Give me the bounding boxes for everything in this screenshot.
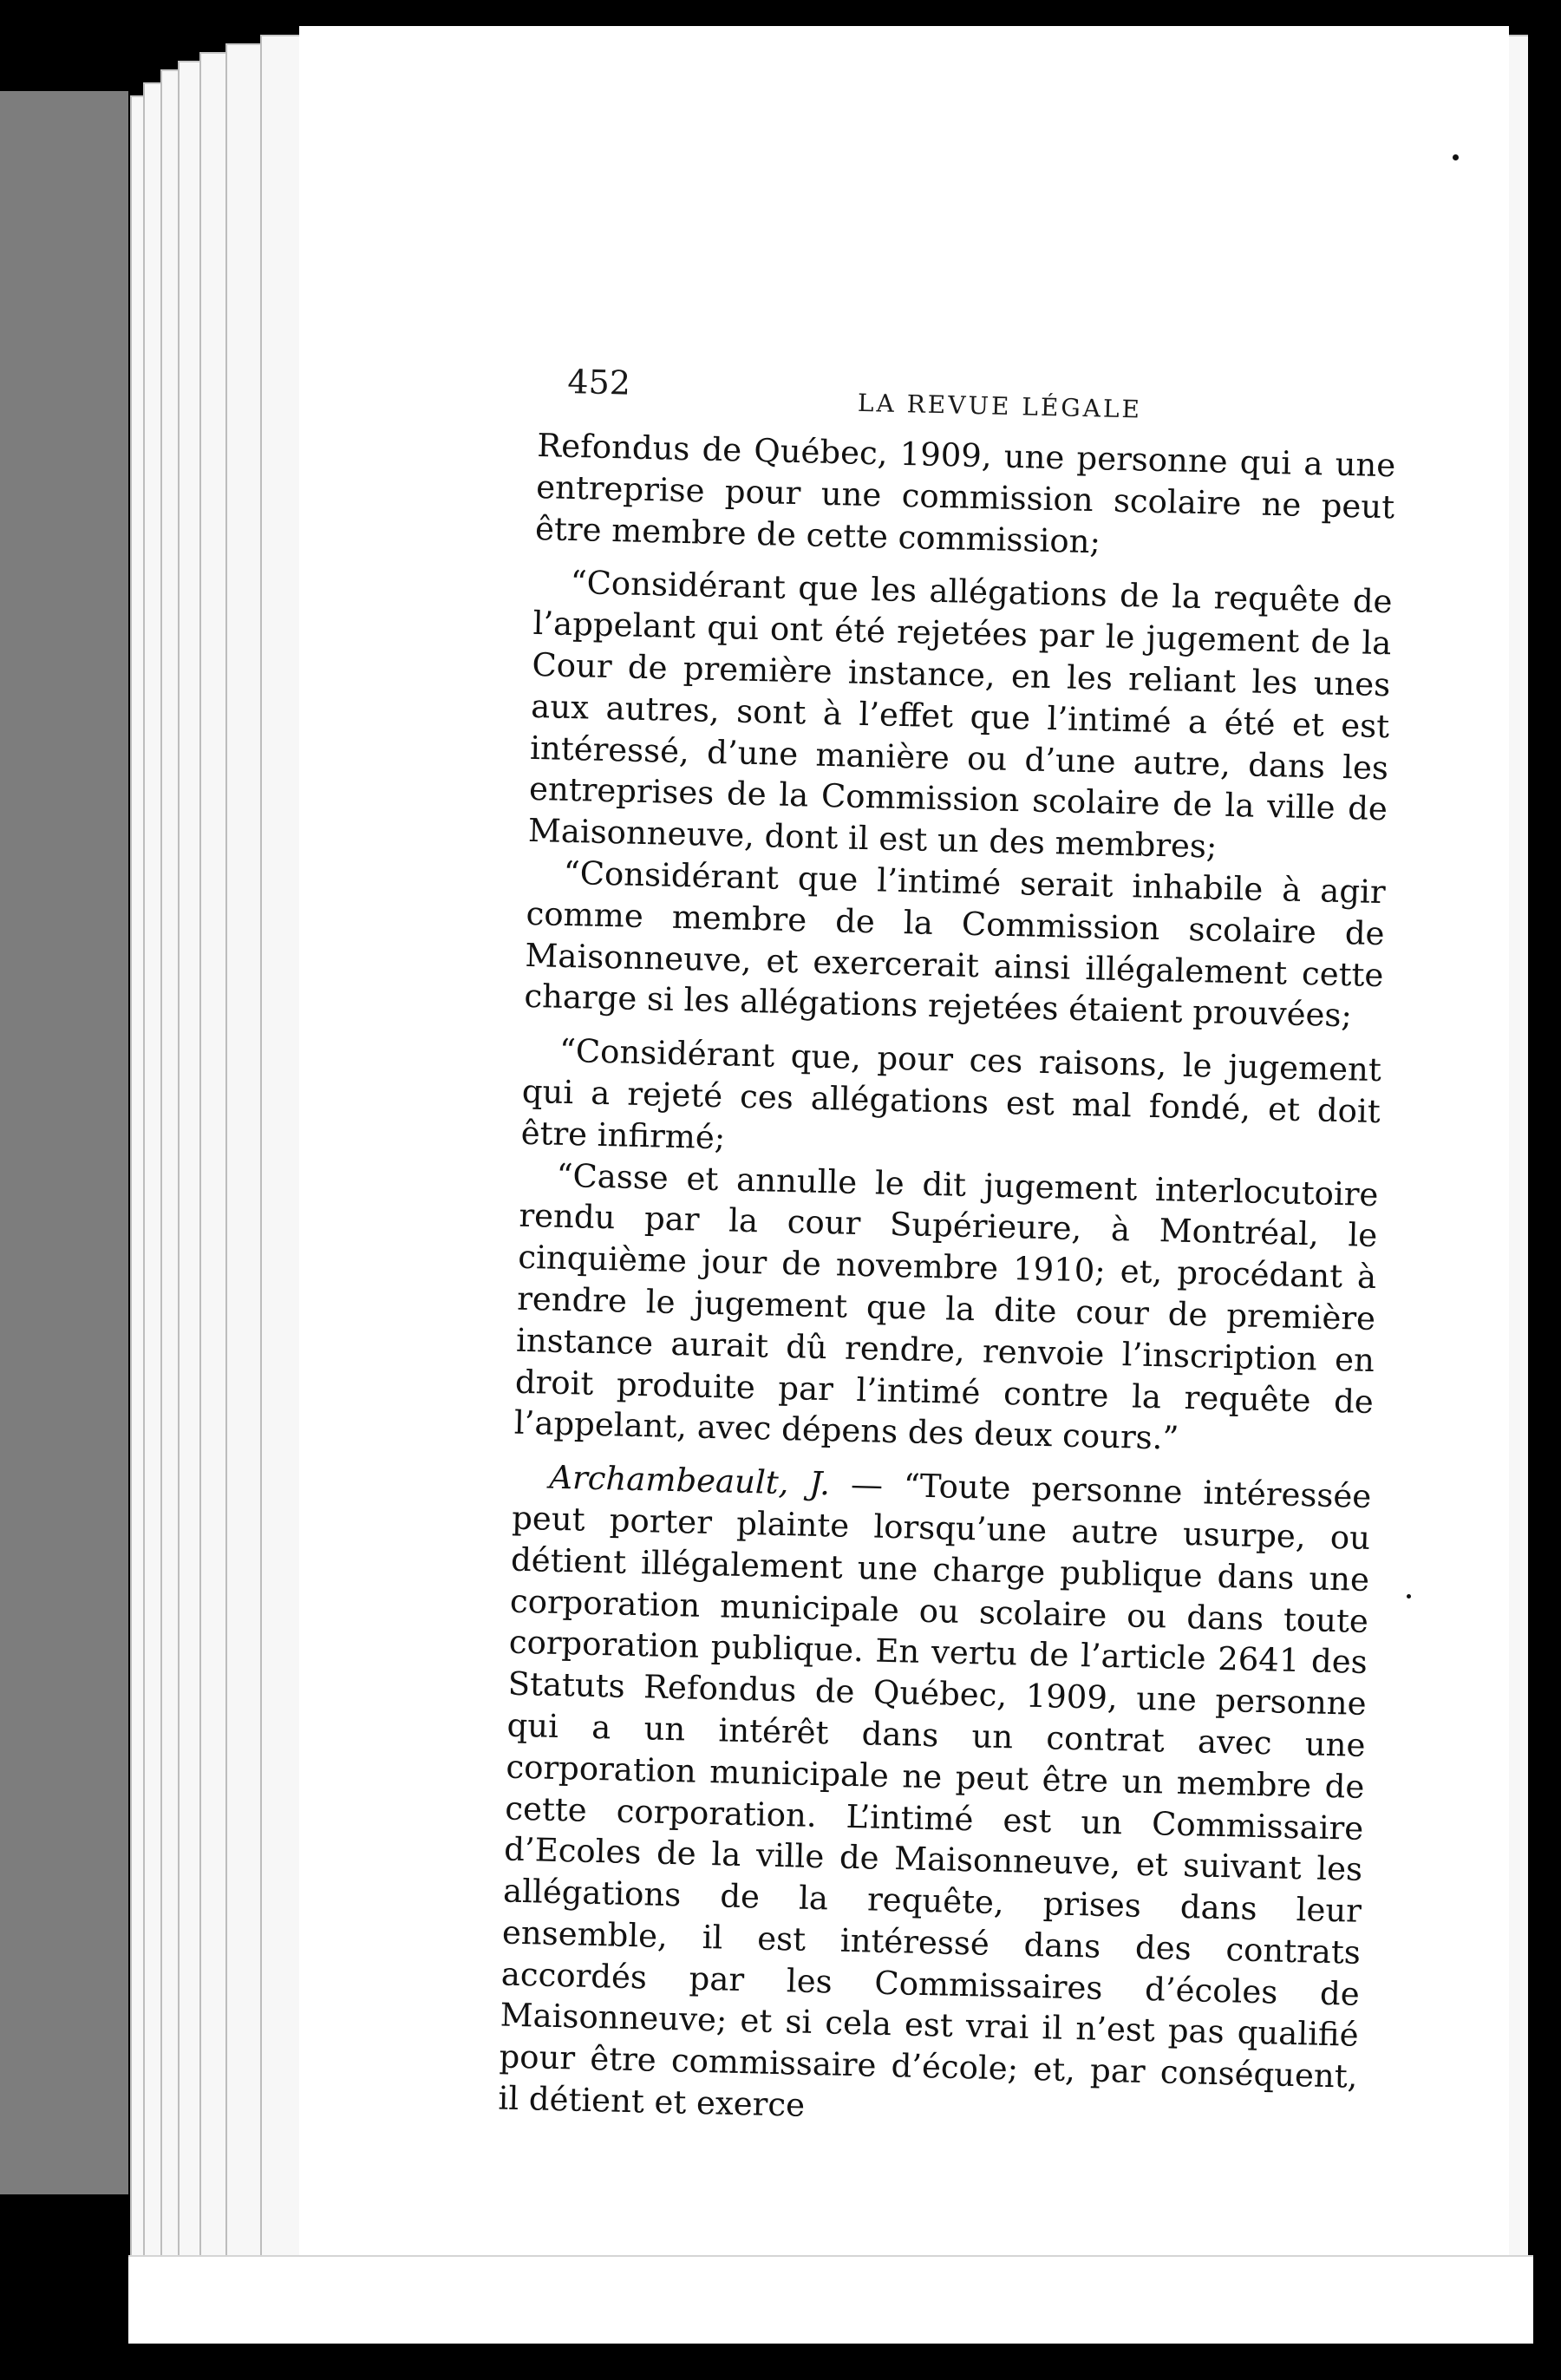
dust-speck: [1453, 154, 1459, 160]
paragraph: “Casse et annulle le dit jugement interlocutoire rendu par la cour Supérieure, à Montréal, le cinquième jour de novembre 1910; et, procédant à rendre le jugement que la dite cour de première instance aurait dû rendre, renvoie l’inscription en droit produite par l’intimé contre la requête de l’appelant, avec dépens des deux cours.”: [513, 1156, 1379, 1458]
paragraph: “Considérant que l’intimé serait inhabile à agir comme membre de la Commission scolaire de Maisonneuve, et exercerait ainsi illégalement cette charge si les allégations rejetées étaient prouvées;: [523, 853, 1387, 1035]
judge-name: Archambeault, J.: [548, 1458, 831, 1503]
page-bottom-edge: [128, 2255, 1533, 2344]
body-text: [498, 425, 1396, 2140]
scanner-background-strip: [0, 91, 128, 2194]
paragraph: Refondus de Québec, 1909, une personne qui a une entreprise pour une commission scolaire ne peut être membre de cette commission;: [534, 426, 1396, 560]
paragraph-text: — “Toute personne intéressée peut porter plainte lorsqu’une autre usurpe, ou détient illégalement une charge publique dans une corporation municipale ou scolaire ou dans toute corporation publique. En vertu de l’article 2641 des Statuts Refondus de Québec, 1909, une personne qui a un intérêt dans un contrat avec une corporation municipale ne peut être un membre de cette corporation. L’intimé est un Commissaire d’Ecoles de la ville de Maisonneuve, et suivant les allégations de la requête, prises dans leur ensemble, il est intéressé dans des contrats accordés par les Commissaires d’écoles de Maisonneuve; et si cela est vrai il n’est pas qualifié pour être commissaire d’école; et, par conséquent, il détient et exerce: [498, 1465, 1372, 2124]
paragraph: “Considérant que, pour ces raisons, le jugement qui a rejeté ces allégations est mal fondé, et doit être infirmé;: [520, 1031, 1382, 1157]
dust-speck: [1407, 1594, 1411, 1599]
page-number: 452: [566, 363, 631, 402]
paragraph: “Considérant que les allégations de la requête de l’appelant qui ont été rejetées par le jugement de la Cour de première instance, en les reliant les unes aux autres, sont à l’effet que l’intimé a été et est intéressé, d’une manière ou d’une autre, dans les entreprises de la Commission scolaire de la ville de Maisonneuve, dont il est un des membres;: [527, 564, 1393, 866]
paragraph: [498, 1456, 1372, 2140]
running-head: LA REVUE LÉGALE: [857, 388, 1143, 424]
